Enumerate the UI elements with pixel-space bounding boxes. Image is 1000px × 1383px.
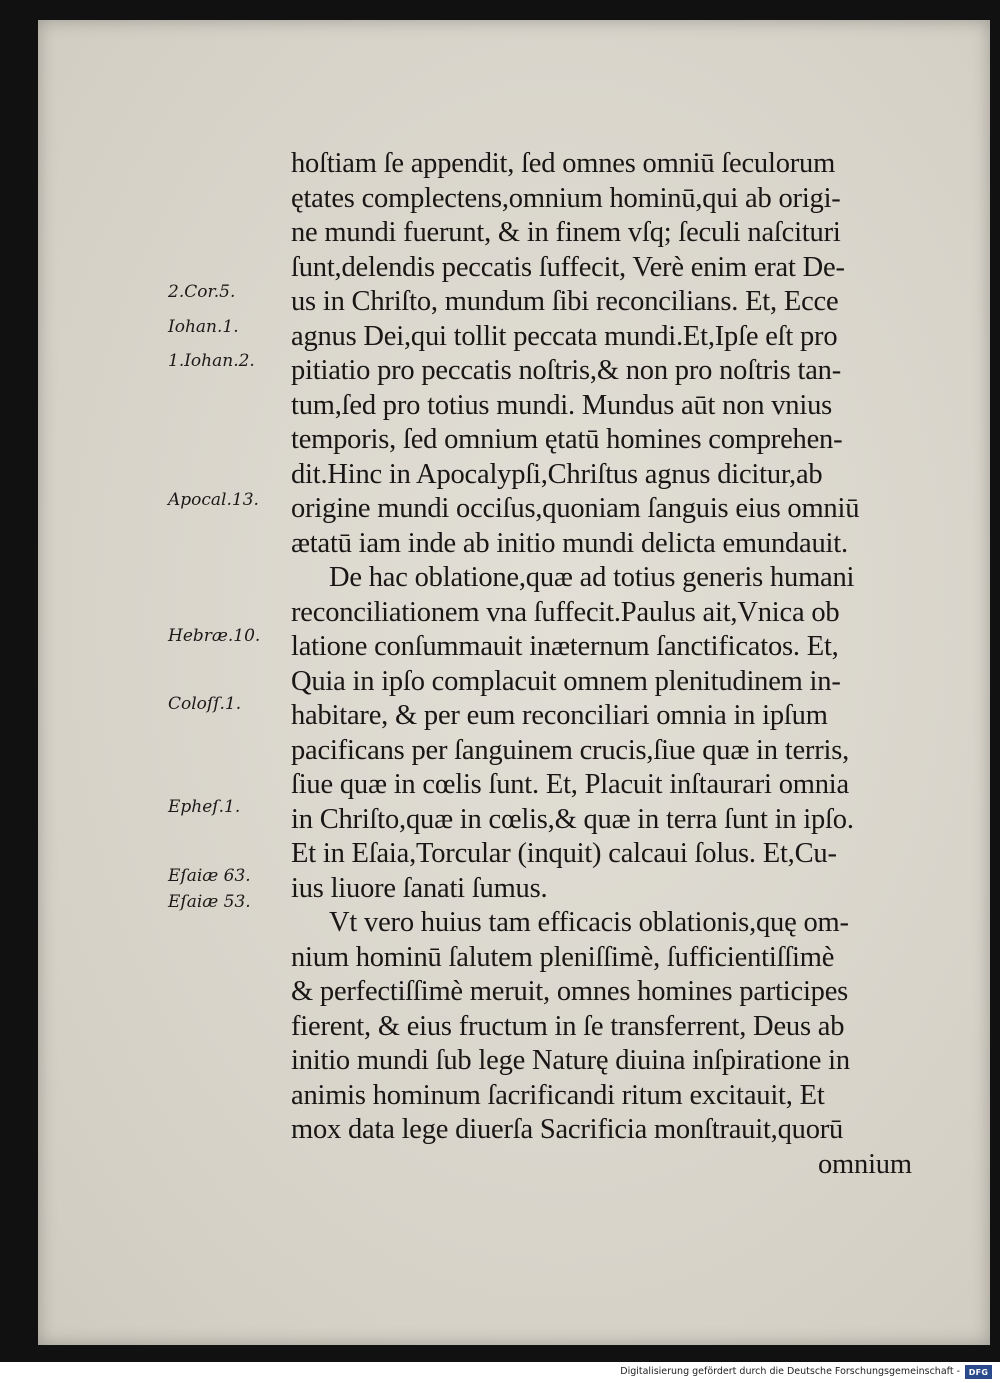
margin-note: Hebræ.10. [168,626,261,646]
catchword: omnium [818,1149,912,1180]
margin-note: Iohan.1. [168,317,239,337]
margin-note: 2.Cor.5. [168,282,236,302]
text-line: tum,ſed pro totius mundi. Mundus aūt non vnius [291,390,833,421]
footer-bar [0,1362,1000,1383]
dfg-logo-icon: DFG [965,1365,992,1379]
paragraph-start-line: De hac oblatione,quæ ad totius generis humani [329,562,855,593]
text-line: hoſtiam ſe appendit, ſed omnes omniū ſeculorum [291,148,836,179]
margin-note: Epheſ.1. [168,797,241,817]
text-line: agnus Dei,qui tollit peccata mundi.Et,Ipſe eſt pro [291,321,838,352]
margin-note: Apocal.13. [168,490,259,510]
text-line: temporis, ſed omnium ętatū homines comprehen- [291,424,843,455]
text-line: ętates complectens,omnium hominū,qui ab origi- [291,183,841,214]
text-line: pacificans per ſanguinem crucis,ſiue quæ in terris, [291,735,850,766]
text-line: us in Chriſto, mundum ſibi reconcilians. Et, Ecce [291,286,839,317]
paragraph-start-line: Vt vero huius tam efficacis oblationis,quę om- [329,907,849,938]
text-line: animis hominum ſacrificandi ritum excitauit, Et [291,1080,825,1111]
text-line: in Chriſto,quæ in cœlis,& quæ in terra ſunt in ipſo. [291,804,854,835]
text-line: fierent, & eius fructum in ſe transferrent, Deus ab [291,1011,845,1042]
text-line: ætatū iam inde ab initio mundi delicta emundauit. [291,528,848,559]
text-line: origine mundi occiſus,quoniam ſanguis eius omniū [291,493,860,524]
margin-note: Eſaiæ 63. [168,866,251,886]
text-line: dit.Hinc in Apocalypſi,Chriſtus agnus dicitur,ab [291,459,823,490]
text-line: nium hominū ſalutem pleniſſimè, ſufficientiſſimè [291,942,835,973]
text-line: latione conſummauit inæternum ſanctificatos. Et, [291,631,839,662]
text-line: initio mundi ſub lege Naturę diuina inſpiratione in [291,1045,850,1076]
text-line: reconciliationem vna ſuffecit.Paulus ait,Vnica ob [291,597,840,628]
text-line: ſunt,delendis peccatis ſuffecit, Verè enim erat De- [291,252,845,283]
text-line: ius liuore ſanati ſumus. [291,873,548,904]
text-line: Quia in ipſo complacuit omnem plenitudinem in- [291,666,841,697]
book-page [38,20,990,1345]
margin-note: Eſaiæ 53. [168,892,251,912]
text-line: ne mundi fuerunt, & in finem vſq; ſeculi naſcituri [291,217,841,248]
funding-notice: Digitalisierung gefördert durch die Deutsche Forschungsgemeinschaft - [620,1366,960,1377]
text-line: pitiatio pro peccatis noſtris,& non pro noſtris tan- [291,355,841,386]
text-line: & perfectiſſimè meruit, omnes homines participes [291,976,849,1007]
text-line: habitare, & per eum reconciliari omnia in ipſum [291,700,828,731]
margin-note: 1.Iohan.2. [168,351,255,371]
text-line: mox data lege diuerſa Sacrificia monſtrauit,quorū [291,1114,844,1145]
margin-note: Coloſſ.1. [168,694,242,714]
text-line: ſiue quæ in cœlis ſunt. Et, Placuit inſtaurari omnia [291,769,849,800]
text-line: Et in Eſaia,Torcular (inquit) calcaui ſolus. Et,Cu- [291,838,837,869]
